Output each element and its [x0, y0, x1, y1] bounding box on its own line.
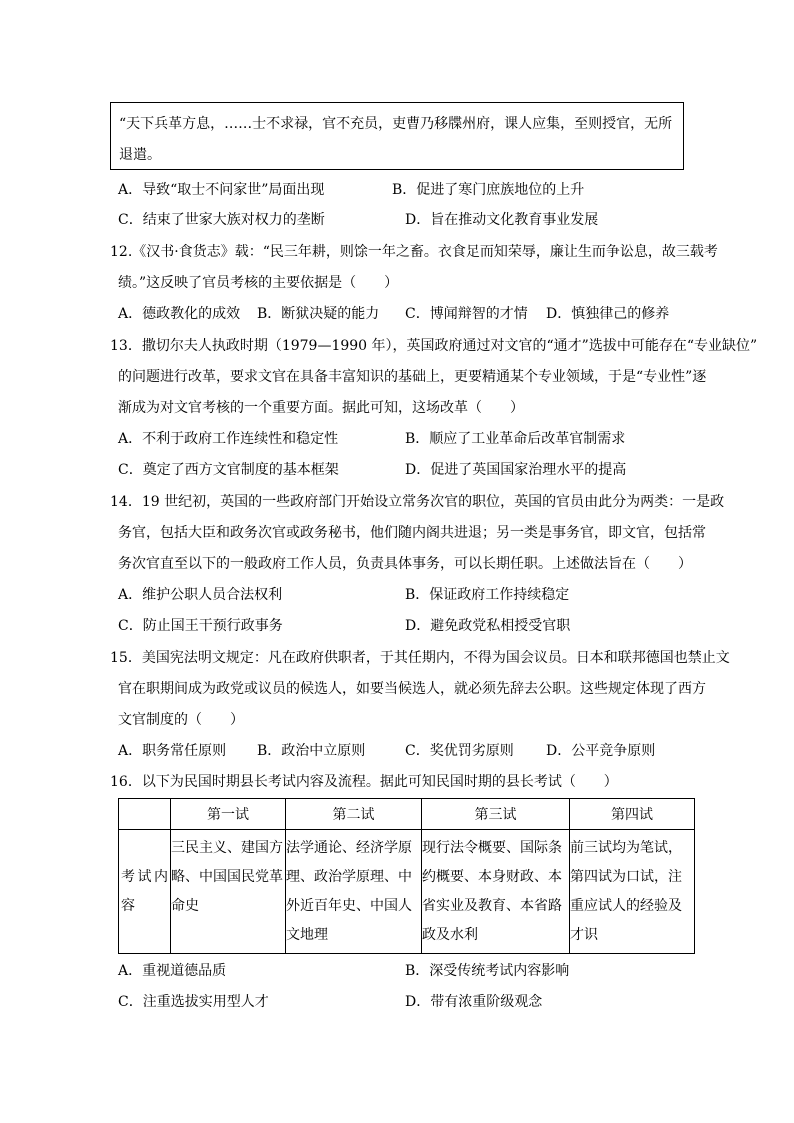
q15-option-c: C．奖优罚劣原则 [405, 743, 514, 759]
q11-option-d: D．旨在推动文化教育事业发展 [405, 212, 599, 228]
q12-stem-line-2: 绩。”这反映了官员考核的主要依据是（ ） [118, 275, 399, 291]
q16-option-b: B．深受传统考试内容影响 [405, 963, 570, 979]
q13-option-d: D．促进了英国国家治理水平的提高 [405, 462, 627, 478]
q14-option-b: B．保证政府工作持续稳定 [405, 587, 570, 603]
q15-option-a: A．职务常任原则 [118, 743, 227, 759]
q11-option-a: A．导致“取士不问家世”局面出现 [118, 182, 325, 198]
table-header-cell: 第四试 [570, 799, 695, 830]
q14-option-c: C．防止国王干预行政事务 [118, 618, 283, 634]
q11-option-b: B．促进了寒门庶族地位的上升 [392, 182, 585, 198]
q15-stem-line-1: 15．美国宪法明文规定：凡在政府供职者，于其任期内，不得为国会议员。日本和联邦德国也禁止文 [110, 650, 730, 666]
q15-stem-line-3: 文官制度的（ ） [118, 712, 244, 728]
table-header-cell: 第三试 [422, 799, 570, 830]
q13-stem-line-1: 13．撒切尔夫人执政时期（1979—1990 年），英国政府通过对文官的“通才”选拔中可能存在“专业缺位” [110, 338, 758, 354]
county-exam-table [118, 798, 695, 954]
q13-option-a: A．不利于政府工作连续性和稳定性 [118, 431, 339, 447]
q13-stem-line-2: 的问题进行改革，要求文官在具备丰富知识的基础上，更要精通某个专业领域，于是“专业性”逐 [118, 369, 707, 385]
table-cell: 法学通论、经济学原理、政治学原理、中外近百年史、中国人文地理 [286, 830, 422, 954]
table-cell: 前三试均为笔试，第四试为口试，注重应试人的经验及才识 [570, 830, 695, 954]
table-row-label: 考试内容 [119, 830, 171, 954]
q16-option-d: D．带有浓重阶级观念 [405, 994, 543, 1010]
q14-option-a: A．维护公职人员合法权利 [118, 587, 283, 603]
q14-stem-line-1: 14．19 世纪初，英国的一些政府部门开始设立常务次官的职位，英国的官员由此分为两类：一是政 [110, 494, 725, 510]
table-header-cell: 第二试 [286, 799, 422, 830]
q12-stem-line-1: 12.《汉书·食货志》载：“民三年耕，则馀一年之畜。衣食足而知荣辱，廉让生而争讼息，故三载考 [110, 244, 718, 260]
q12-option-a: A．德政教化的成效 [118, 306, 241, 322]
q15-option-b: B．政治中立原则 [257, 743, 366, 759]
table-header-cell [119, 799, 171, 830]
q12-option-d: D．慎独律己的修养 [546, 306, 670, 322]
table-header-cell: 第一试 [171, 799, 286, 830]
q13-option-b: B．顺应了工业革命后改革官制需求 [405, 431, 626, 447]
q13-stem-line-3: 渐成为对文官考核的一个重要方面。据此可知，这场改革（ ） [118, 400, 524, 416]
table-cell: 三民主义、建国方略、中国国民党革命史 [171, 830, 286, 954]
q15-option-d: D．公平竞争原则 [546, 743, 656, 759]
quote-text: “天下兵革方息，……士不求禄，官不充员，吏曹乃移牒州府，课人应集，至则授官，无所退遣。 [119, 116, 673, 163]
q16-option-c: C．注重选拔实用型人才 [118, 994, 269, 1010]
q16-stem-line-1: 16．以下为民国时期县长考试内容及流程。据此可知民国时期的县长考试（ ） [110, 774, 618, 790]
q13-option-c: C．奠定了西方文官制度的基本框架 [118, 462, 339, 478]
q11-option-c: C．结束了世家大族对权力的垄断 [118, 212, 325, 228]
q14-stem-line-3: 务次官直至以下的一般政府工作人员，负责具体事务，可以长期任职。上述做法旨在（ ） [118, 556, 692, 572]
q12-option-b: B．断狱决疑的能力 [257, 306, 380, 322]
q14-stem-line-2: 务官，包括大臣和政务次官或政务秘书，他们随内阁共进退；另一类是事务官，即文官，包括常 [118, 525, 706, 541]
q14-option-d: D．避免政党私相授受官职 [405, 618, 571, 634]
quote-box [110, 102, 684, 170]
q15-stem-line-2: 官在职期间成为政党或议员的候选人，如要当候选人，就必须先辞去公职。这些规定体现了西方 [118, 681, 706, 697]
table-row [119, 830, 695, 954]
table-header-row [119, 799, 695, 830]
q16-option-a: A．重视道德品质 [118, 963, 227, 979]
table-cell: 现行法令概要、国际条约概要、本身财政、本省实业及教育、本省路政及水利 [422, 830, 570, 954]
q12-option-c: C．博闻辩智的才情 [405, 306, 528, 322]
